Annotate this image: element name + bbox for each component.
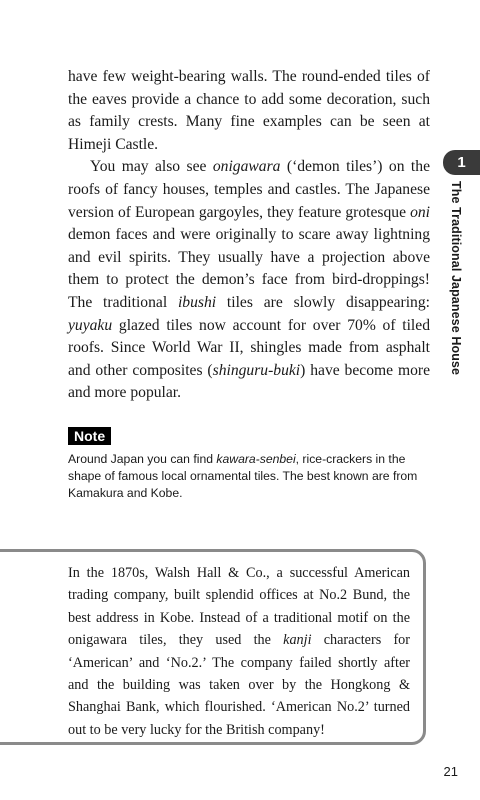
chapter-title: The Traditional Japanese House [449, 181, 463, 376]
chapter-number-tab [443, 150, 480, 175]
term-kawara-senbei: kawara-senbei [216, 452, 296, 466]
main-body-text [68, 66, 430, 405]
note-text-span: , rice-crackers in the shape of famous local ornamental tiles. The best known are from Kamakura and Kobe. [68, 452, 418, 500]
page-number: 21 [443, 764, 458, 779]
body-text-span: glazed tiles now account for over 70% of tiled roofs. Since World War II, shingles made from asphalt and other composites ( [68, 316, 430, 379]
body-text-span: (‘demon tiles’) on the roofs of fancy houses, temples and castles. The Japanese version of European gargoyles, they feature grotesque [68, 158, 430, 221]
term-kanji: kanji [283, 632, 312, 649]
note-text-span: Around Japan you can find [68, 452, 217, 466]
callout-text-span: In the 1870s, Walsh Hall & Co., a successful American trading company, built splendid offices at No.2 Bund, the best address in Kobe. Instead of a traditional motif on the onigawara tiles, they used the [68, 565, 410, 649]
term-shinguru-buki: shinguru-buki [212, 361, 301, 379]
chapter-number: 1 [457, 154, 466, 171]
note-text [68, 451, 434, 502]
term-ibushi: ibushi [177, 293, 217, 311]
body-text-span: demon faces and were originally to scare away lightning and evil spirits. They usually have a projection above them to protect the demon’s face from bird-droppings! The traditional [68, 226, 430, 311]
body-paragraph-2 [68, 156, 430, 405]
body-text-span: You may also see [90, 158, 213, 176]
body-text-span: have few weight-bearing walls. The round-ended tiles of the eaves provide a chance to add some decoration, such as family crests. Many fine examples can be seen at Himeji Castle. [68, 68, 430, 153]
term-onigawara: onigawara [212, 158, 281, 176]
callout-text [68, 562, 410, 741]
body-text-span: ) have become more and more popular. [68, 361, 430, 402]
callout-text-span: characters for ‘American’ and ‘No.2.’ The company failed shortly after and the building was taken over by the Hongkong & Shanghai Bank, which flourished. ‘American No.2’ turned out to be very lucky for the British company! [68, 632, 410, 738]
note-label: Note [68, 427, 111, 445]
term-yuyaku: yuyaku [68, 316, 113, 334]
body-paragraph-1 [68, 66, 430, 156]
body-text-span: tiles are slowly disappearing: [216, 293, 430, 311]
term-oni: oni [410, 203, 430, 221]
